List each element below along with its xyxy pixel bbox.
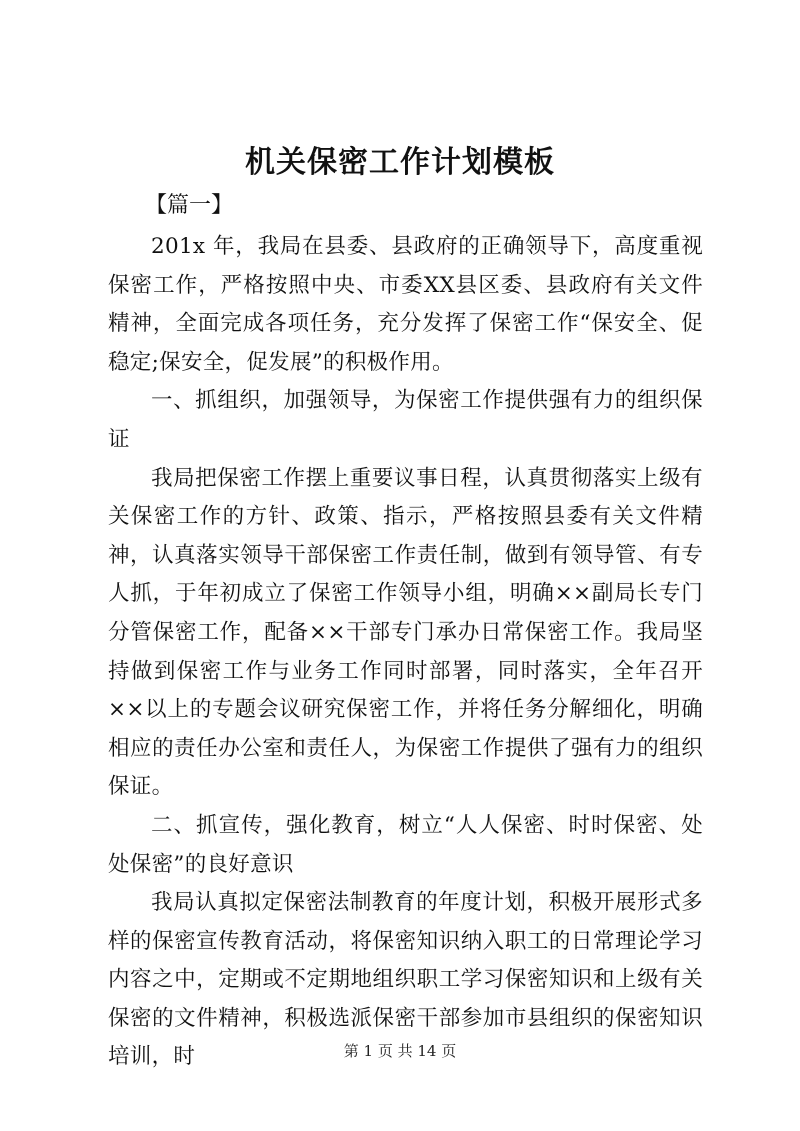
section-heading-2: 二、抓宣传，强化教育，树立“人人保密、时时保密、处处保密”的良好意识 bbox=[108, 812, 703, 877]
section-tag: 【篇一】 bbox=[145, 193, 234, 218]
section-heading-1: 一、抓组织，加强领导，为保密工作提供强有力的组织保证 bbox=[108, 388, 703, 452]
paragraph-education: 我局认真拟定保密法制教育的年度计划，积极开展形式多样的保密宣传教育活动，将保密知识纳入职工的日常理论学习内容之中，定期或不定期地组织职工学习保密知识和上级有关保密的文件精神，积极选派保密干部参加市县组织的保密知识培训，时 bbox=[108, 890, 703, 1070]
paragraph-organization: 我局把保密工作摆上重要议事日程，认真贯彻落实上级有关保密工作的方针、政策、指示，严格按照县委有关文件精神，认真落实领导干部保密工作责任制，做到有领导管、有专人抓，于年初成立了保密工作领导小组，明确××副局长专门分管保密工作，配备××干部专门承办日常保密工作。我局坚持做到保密工作与业务工作同时部署，同时落实，全年召开××以上的专题会议研究保密工作，并将任务分解细化，明确相应的责任办公室和责任人，为保密工作提供了强有力的组织保证。 bbox=[108, 465, 703, 800]
document-body bbox=[108, 228, 703, 1077]
page-footer: 第 1 页 共 14 页 bbox=[343, 1042, 457, 1060]
document-title: 机关保密工作计划模板 bbox=[245, 145, 555, 180]
paragraph-intro: 201x 年，我局在县委、县政府的正确领导下，高度重视保密工作，严格按照中央、市委XX县区委、县政府有关文件精神，全面完成各项任务，充分发挥了保密工作“保安全、促稳定;保安全，促发展”的积极作用。 bbox=[108, 234, 703, 375]
